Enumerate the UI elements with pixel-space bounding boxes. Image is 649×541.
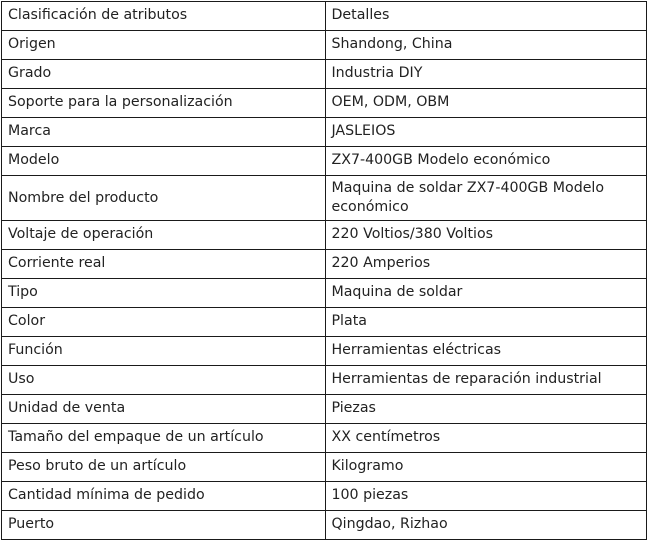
table-row: [2, 308, 647, 337]
attribute-cell: Modelo: [2, 147, 326, 176]
table-row: [2, 279, 647, 308]
value-cell: Maquina de soldar: [325, 279, 647, 308]
table-row: [2, 511, 647, 540]
table-header-row: [2, 2, 647, 31]
attribute-cell: Tipo: [2, 279, 326, 308]
attribute-cell: Origen: [2, 31, 326, 60]
attribute-cell: Uso: [2, 366, 326, 395]
attribute-cell: Soporte para la personalización: [2, 89, 326, 118]
spec-table: [1, 1, 647, 540]
attribute-cell: Voltaje de operación: [2, 221, 326, 250]
attribute-cell: Función: [2, 337, 326, 366]
attribute-cell: Tamaño del empaque de un artículo: [2, 424, 326, 453]
table-row: [2, 250, 647, 279]
attribute-cell: Color: [2, 308, 326, 337]
table-row: [2, 147, 647, 176]
header-attribute-cell: Clasificación de atributos: [2, 2, 326, 31]
attribute-cell: Nombre del producto: [2, 176, 326, 221]
table-row: [2, 60, 647, 89]
value-cell: 220 Voltios/380 Voltios: [325, 221, 647, 250]
value-cell: ZX7-400GB Modelo económico: [325, 147, 647, 176]
table-row: [2, 31, 647, 60]
attribute-cell: Grado: [2, 60, 326, 89]
table-row: [2, 482, 647, 511]
table-row: [2, 366, 647, 395]
table-row: [2, 89, 647, 118]
attribute-cell: Peso bruto de un artículo: [2, 453, 326, 482]
value-cell: JASLEIOS: [325, 118, 647, 147]
value-cell: Industria DIY: [325, 60, 647, 89]
value-cell: XX centímetros: [325, 424, 647, 453]
table-row: [2, 337, 647, 366]
value-cell: Qingdao, Rizhao: [325, 511, 647, 540]
table-row: [2, 395, 647, 424]
value-cell: 100 piezas: [325, 482, 647, 511]
table-row: [2, 118, 647, 147]
value-cell: Shandong, China: [325, 31, 647, 60]
table-row: [2, 453, 647, 482]
attribute-cell: Unidad de venta: [2, 395, 326, 424]
value-cell: Kilogramo: [325, 453, 647, 482]
value-cell: Plata: [325, 308, 647, 337]
header-details-cell: Detalles: [325, 2, 647, 31]
value-cell: OEM, ODM, OBM: [325, 89, 647, 118]
value-cell: Maquina de soldar ZX7-400GB Modelo económico: [325, 176, 647, 221]
value-cell: Piezas: [325, 395, 647, 424]
table-row: [2, 221, 647, 250]
attribute-cell: Corriente real: [2, 250, 326, 279]
value-cell: Herramientas de reparación industrial: [325, 366, 647, 395]
value-cell: Herramientas eléctricas: [325, 337, 647, 366]
attribute-cell: Marca: [2, 118, 326, 147]
attribute-cell: Puerto: [2, 511, 326, 540]
value-cell: 220 Amperios: [325, 250, 647, 279]
table-row: [2, 424, 647, 453]
attribute-cell: Cantidad mínima de pedido: [2, 482, 326, 511]
table-row: [2, 176, 647, 221]
